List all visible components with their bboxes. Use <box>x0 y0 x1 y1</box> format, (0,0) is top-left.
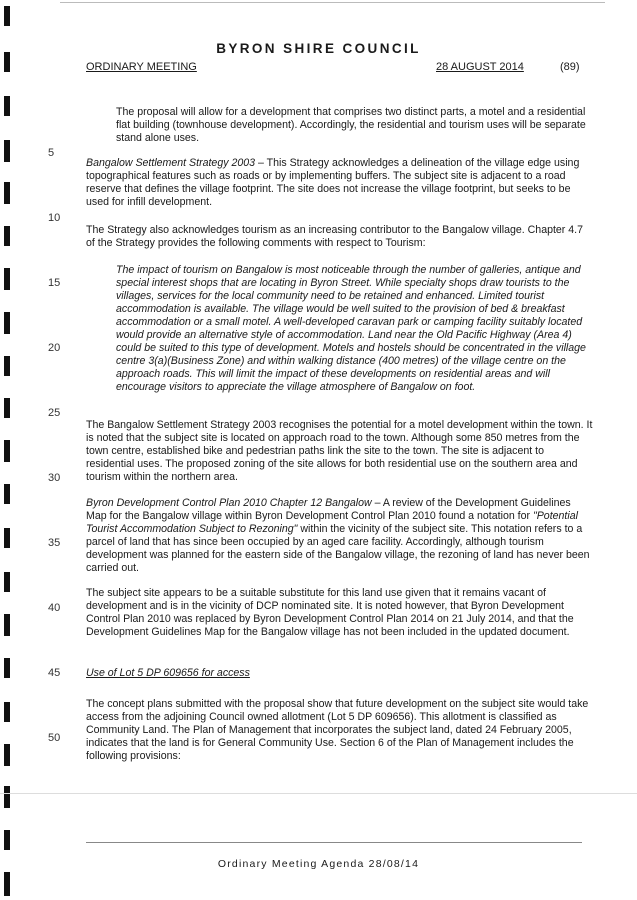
binding-mark <box>4 6 10 26</box>
dcp-notation: "Potential Tourist Accommodation Subject to Rezoning" <box>86 510 578 535</box>
paragraph-proposal: The proposal will allow for a development that comprises two distinct parts, a motel and a residential flat building (townhouse development). Accordingly, the residential and tourism uses will be separate stand alone uses. <box>116 106 586 144</box>
binding-mark <box>4 658 10 678</box>
binding-mark <box>4 440 10 462</box>
binding-mark <box>4 528 10 548</box>
meeting-type: ORDINARY MEETING <box>86 61 197 73</box>
council-title: BYRON SHIRE COUNCIL <box>216 41 421 56</box>
line-number: 45 <box>48 667 61 679</box>
binding-mark <box>4 484 10 504</box>
section-heading-lot-access: Use of Lot 5 DP 609656 for access <box>86 667 250 679</box>
binding-mark <box>4 702 10 722</box>
binding-mark <box>4 96 10 116</box>
line-number: 30 <box>48 472 61 484</box>
line-number: 15 <box>48 277 61 289</box>
line-number: 20 <box>48 342 61 354</box>
binding-mark <box>4 830 10 850</box>
paragraph-dcp-review <box>86 497 594 575</box>
binding-mark <box>4 614 10 636</box>
line-number: 50 <box>48 732 61 744</box>
binding-mark <box>4 226 10 246</box>
dcp-text-a: – A review of the Development Guidelines Map for the Bangalow village within Byron Development Control Plan 2010 found a notation for <box>86 497 571 522</box>
binding-mark <box>4 182 10 204</box>
page-number: (89) <box>560 61 580 73</box>
line-number: 10 <box>48 212 61 224</box>
paragraph-motel-potential: The Bangalow Settlement Strategy 2003 recognises the potential for a motel development within the town. It is noted that the subject site is located on approach road to the town. Although some 850 metres from the town centre, established bike and pedestrian paths link the site to the town. The site is adjacent to residential uses. The proposed zoning of the site allows for both residential use on the southern area and tourism within the northern area. <box>86 419 593 483</box>
binding-marks <box>0 0 14 900</box>
binding-mark <box>4 872 10 896</box>
binding-mark <box>4 744 10 766</box>
line-number: 5 <box>48 147 55 159</box>
binding-mark <box>4 268 10 290</box>
binding-mark <box>4 398 10 418</box>
paragraph-tourism-intro: The Strategy also acknowledges tourism as an increasing contributor to the Bangalow village. Chapter 4.7 of the Strategy provides the following comments with respect to Tourism: <box>86 224 584 249</box>
settlement-strategy-body: – This Strategy acknowledges a delineation of the village edge using topographical features such as roads or by implementing buffers. The subject site is adjacent to a road reserve that defines the village footprint. The site does not increase the village footprint, but seeks to be used for infill development. <box>86 157 580 208</box>
tourism-quote: The impact of tourism on Bangalow is most noticeable through the number of galleries, antique and special interest shops that are locating in Byron Street. While specialty shops draw tourists to the villages, services for the local community need to be retained and enhanced. Limited tourist accommodation is available. The village would be well suited to the provision of bed & breakfast accommodation or a small motel. A well-developed caravan park or camping facility suitably located would provide an alternative style of accommodation. Land near the Old Pacific Highway (Area 4) could be suited to this type of development. Motels and hostels should be concentrated in the village centre 3(a)(Business Zone) and within walking distance (400 metres) of the village centre on the approach roads. This will limit the impact of these developments on residential areas and will encourage visitors to appreciate the village atmosphere of Bangalow on foot. <box>116 264 586 393</box>
line-number: 25 <box>48 407 61 419</box>
meeting-date: 28 AUGUST 2014 <box>436 61 524 73</box>
paragraph-concept-plans: The concept plans submitted with the proposal show that future development on the subject site would take access from the adjoining Council owned allotment (Lot 5 DP 609656). This allotment is classified as Community Land. The Plan of Management that incorporates the subject land, dated 24 February 2005, indicates that the land is for General Community Use. Section 6 of the Plan of Management includes the following provisions: <box>86 698 589 762</box>
top-rule <box>60 2 605 3</box>
settlement-strategy-title: Bangalow Settlement Strategy 2003 <box>86 157 256 169</box>
paragraph-substitute-site: The subject site appears to be a suitable substitute for this land use given that it remains vacant of development and is in the vicinity of DCP nominated site. It is noted however, that Byron Development Control Plan 2010 was replaced by Byron Development Control Plan 2014 on 21 July 2014, and that the Development Guidelines Map for the Bangalow village has not been included in the updated document. <box>86 587 574 638</box>
paragraph-settlement-strategy <box>86 157 594 209</box>
dcp-text-b: within the vicinity of the subject site. This notation refers to a parcel of land that has since been occupied by an aged care facility. Accordingly, although tourism development was planned for the eastern side of the Bangalow village, the rezoning of land has never been carried out. <box>86 523 590 574</box>
line-number: 40 <box>48 602 61 614</box>
footer-rule <box>86 842 582 843</box>
binding-mark <box>4 786 10 808</box>
dcp-title: Byron Development Control Plan 2010 Chapter 12 Bangalow <box>86 497 372 509</box>
footer-text: Ordinary Meeting Agenda 28/08/14 <box>217 858 420 870</box>
binding-mark <box>4 312 10 334</box>
line-number: 35 <box>48 537 61 549</box>
binding-mark <box>4 572 10 592</box>
binding-mark <box>4 356 10 376</box>
scan-rule <box>0 793 637 794</box>
binding-mark <box>4 140 10 162</box>
